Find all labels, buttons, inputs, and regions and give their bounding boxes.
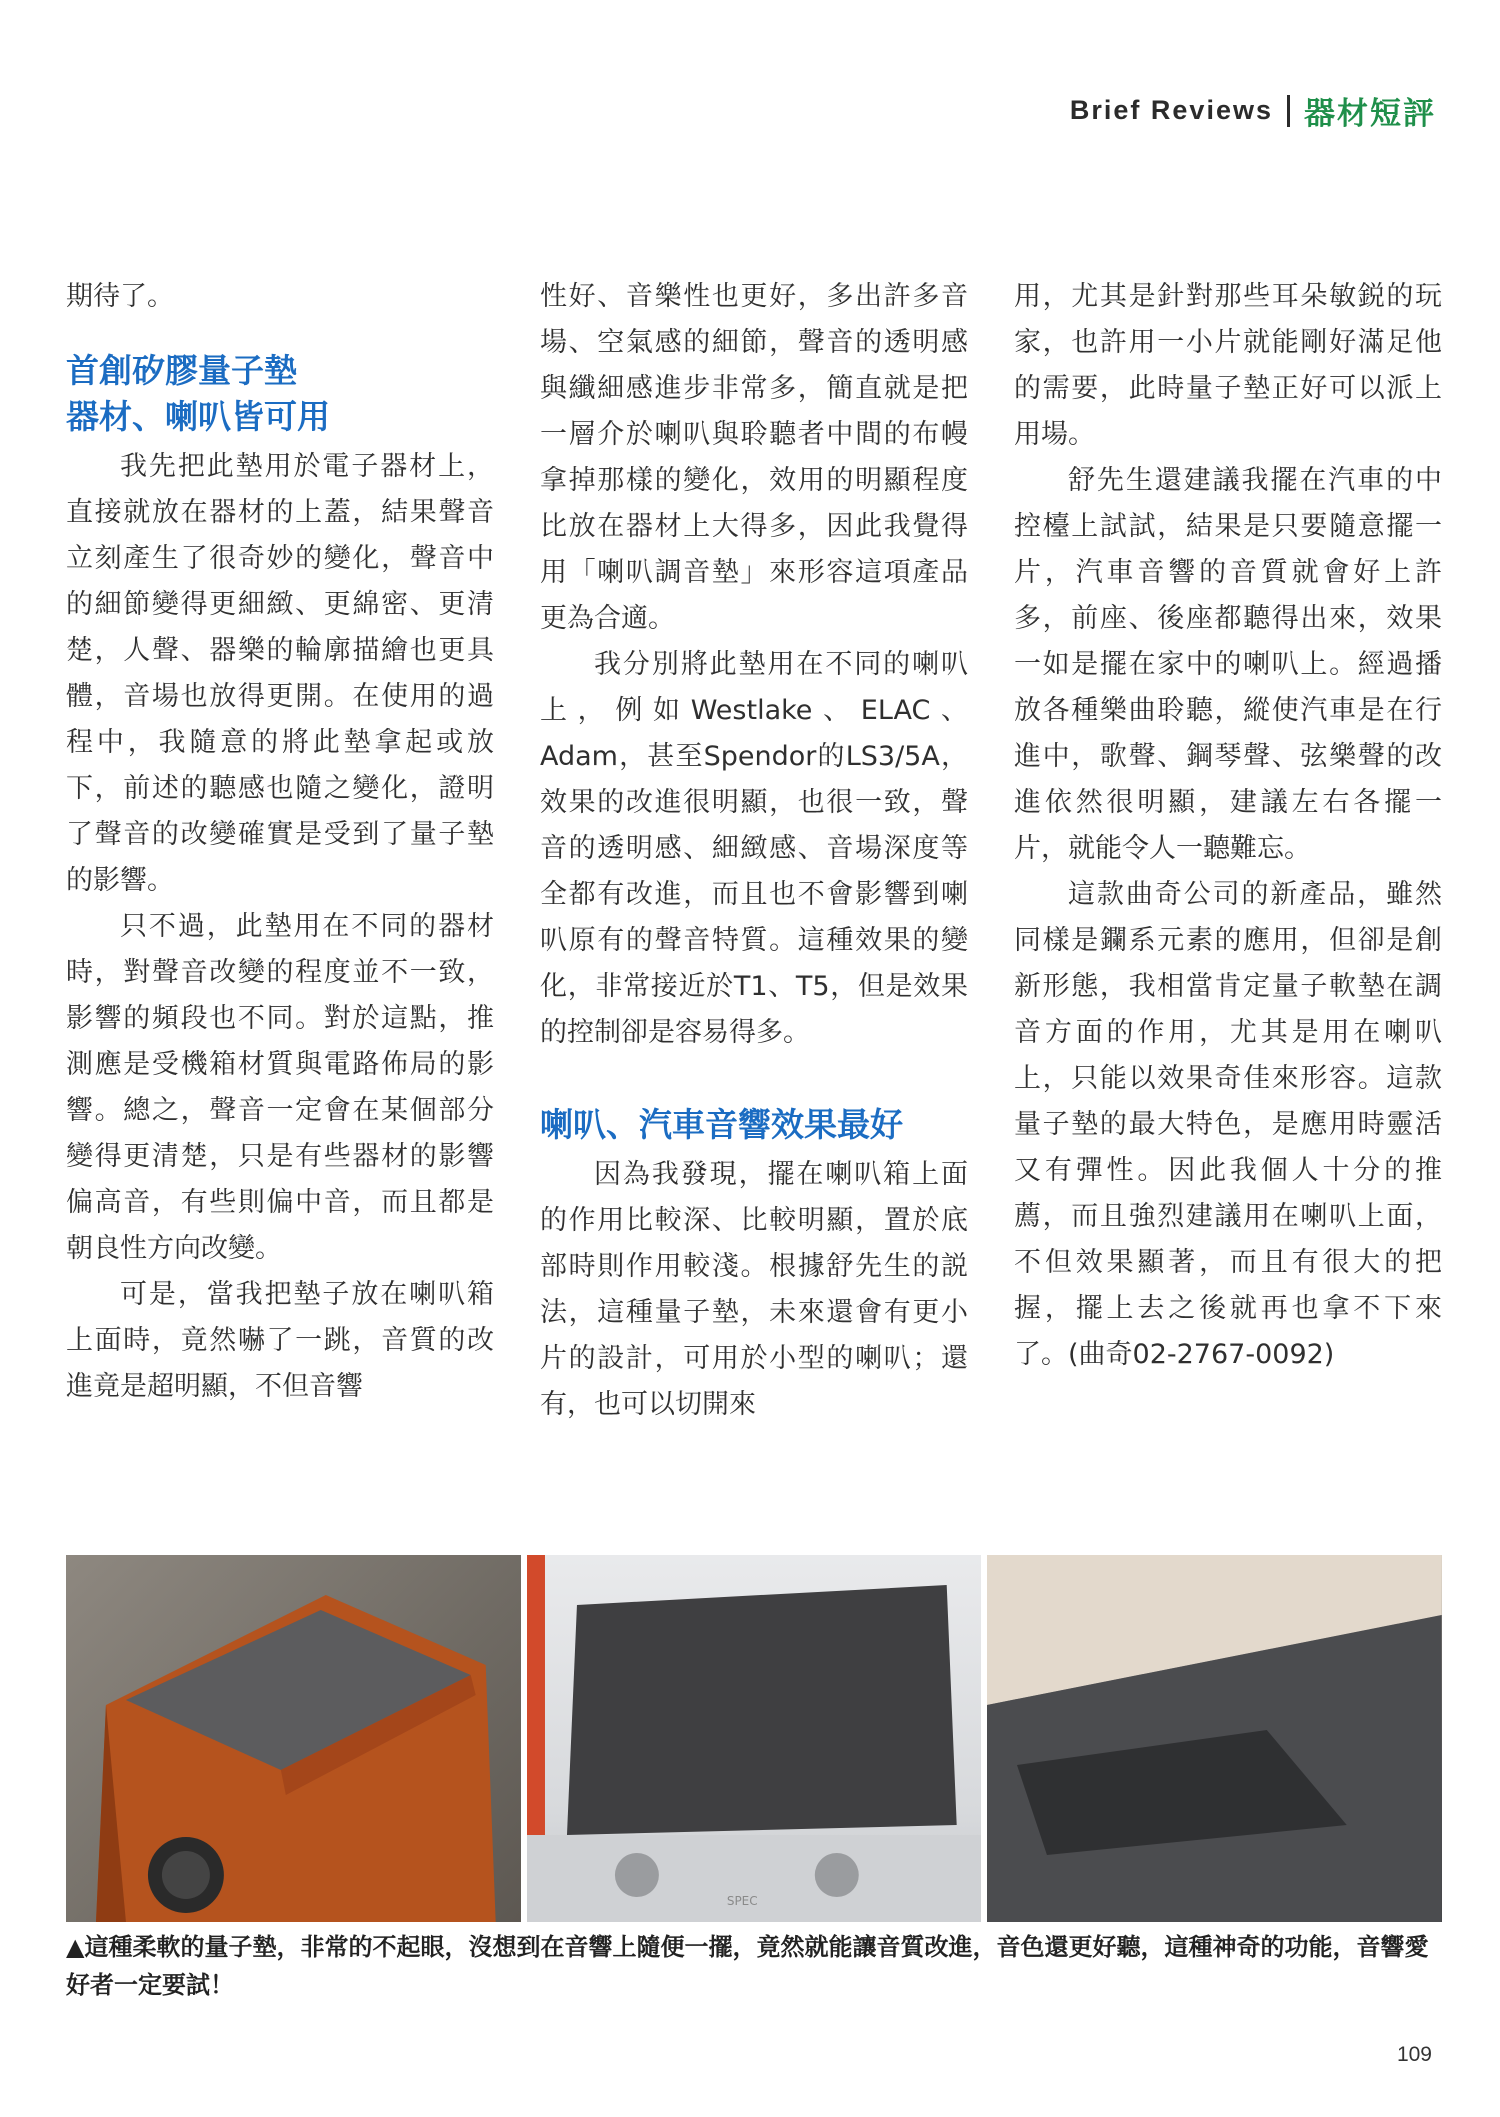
text-column-2 xyxy=(540,274,968,1428)
paragraph: 我分別將此墊用在不同的喇叭上，例如Westlake、ELAC、Adam，甚至Spendor的LS3/5A，效果的改進很明顯，也很一致，聲音的透明感、細緻感、音場深度等全都有改進，而且也不會影響到喇叭原有的聲音特質。這種效果的變化，非常接近於T1、T5，但是效果的控制卻是容易得多。 xyxy=(540,649,968,1048)
paragraph: 因為我發現，擺在喇叭箱上面的作用比較深、比較明顯，置於底部時則作用較淺。根據舒先生的説法，這種量子墊，未來還會有更小片的設計，可用於小型的喇叭；還有，也可以切開來 xyxy=(540,1159,968,1420)
page-number: 109 xyxy=(1396,2043,1432,2066)
running-header xyxy=(1070,88,1436,133)
section-title-english: Brief Reviews xyxy=(1069,95,1273,125)
heading-line-2: 器材、喇叭皆可用 xyxy=(66,397,330,436)
photo-caption: ▲這種柔軟的量子墊，非常的不起眼，沒想到在音響上隨便一擺，竟然就能讓音質改進，音色還更好聽，這種神奇的功能，音響愛好者一定要試！ xyxy=(66,1933,1429,1999)
section-title-chinese: 器材短評 xyxy=(1304,96,1436,132)
dashboard-illustration xyxy=(987,1555,1442,1922)
photo-car-dashboard-with-pad xyxy=(987,1555,1442,1922)
paragraph-continued: 用，尤其是針對那些耳朵敏鋭的玩家，也許用一小片就能剛好滿足他的需要，此時量子墊正好可以派上用場。 xyxy=(1014,281,1442,450)
paragraph: 這款曲奇公司的新產品，雖然同樣是鑭系元素的應用，但卻是創新形態，我相當肯定量子軟墊在調音方面的作用，尤其是用在喇叭上，只能以效果奇佳來形容。這款量子墊的最大特色，是應用時靈活又有彈性。因此我個人十分的推薦，而且強烈建議用在喇叭上面，不但效果顯著，而且有很大的把握，擺上去之後就再也拿不下來了。(曲奇02-2767-0092) xyxy=(1014,879,1442,1370)
heading-line-1: 首創矽膠量子墊 xyxy=(66,351,297,390)
paragraph-continued: 性好、音樂性也更好，多出許多音場、空氣感的細節，聲音的透明感與纖細感進步非常多，簡直就是把一層介於喇叭與聆聽者中間的布幔拿掉那樣的變化，效用的明顯程度比放在器材上大得多，因此我覺得用「喇叭調音墊」來形容這項產品更為合適。 xyxy=(540,281,968,634)
section-heading-1 xyxy=(66,348,494,440)
speaker-illustration xyxy=(66,1555,521,1922)
text-column-3 xyxy=(1014,274,1442,1378)
photo-speaker-with-pad xyxy=(66,1555,521,1922)
amplifier-illustration xyxy=(527,1555,982,1922)
brand-label: SPEC xyxy=(726,1893,758,1909)
text-column-1 xyxy=(66,274,494,1410)
photo-amplifier-with-pad xyxy=(527,1555,982,1922)
photo-strip xyxy=(66,1555,1442,1922)
paragraph-continued: 期待了。 xyxy=(66,281,174,312)
paragraph: 只不過，此墊用在不同的器材時，對聲音改變的程度並不一致，影響的頻段也不同。對於這點，推測應是受機箱材質與電路佈局的影響。總之，聲音一定會在某個部分變得更清楚，只是有些器材的影響偏高音，有些則偏中音，而且都是朝良性方向改變。 xyxy=(66,911,494,1264)
section-heading-2: 喇叭、汽車音響效果最好 xyxy=(540,1105,903,1144)
paragraph: 可是，當我把墊子放在喇叭箱上面時，竟然嚇了一跳，音質的改進竟是超明顯，不但音響 xyxy=(66,1279,494,1402)
header-divider xyxy=(1287,95,1290,127)
paragraph: 舒先生還建議我擺在汽車的中控檯上試試，結果是只要隨意擺一片，汽車音響的音質就會好上許多，前座、後座都聽得出來，效果一如是擺在家中的喇叭上。經過播放各種樂曲聆聽，縱使汽車是在行進中，歌聲、鋼琴聲、弦樂聲的改進依然很明顯，建議左右各擺一片，就能令人一聽難忘。 xyxy=(1014,465,1442,864)
paragraph: 我先把此墊用於電子器材上，直接就放在器材的上蓋，結果聲音立刻產生了很奇妙的變化，聲音中的細節變得更細緻、更綿密、更清楚，人聲、器樂的輪廓描繪也更具體，音場也放得更開。在使用的過程中，我隨意的將此墊拿起或放下，前述的聽感也隨之變化，證明了聲音的改變確實是受到了量子墊的影響。 xyxy=(66,451,494,896)
